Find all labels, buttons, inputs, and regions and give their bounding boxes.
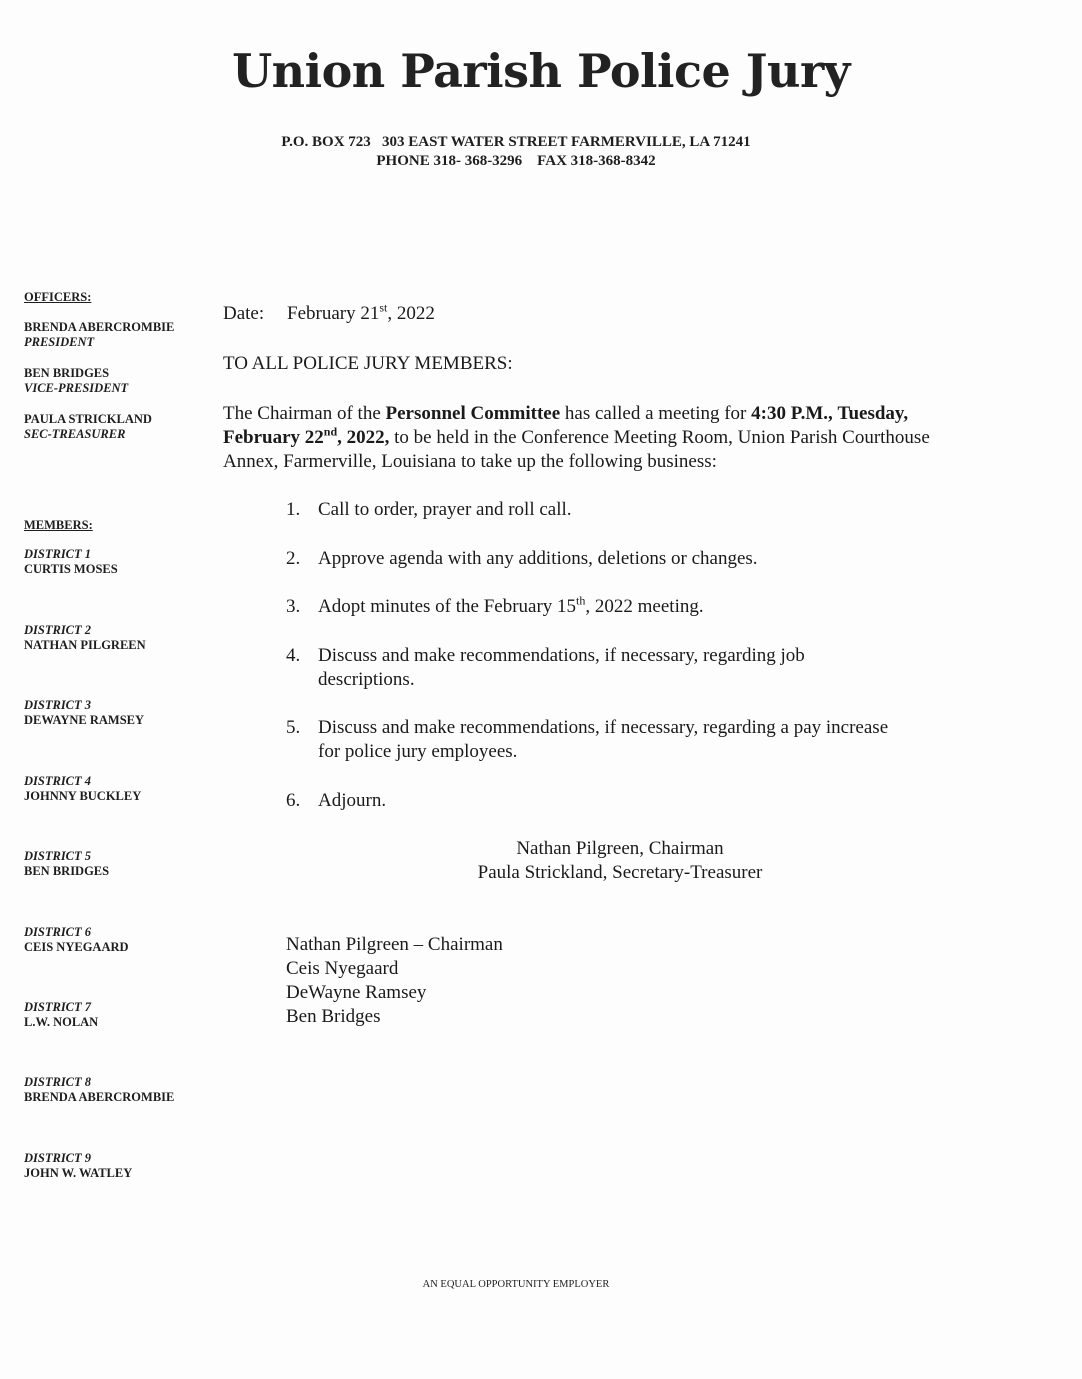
member-district: DISTRICT 5 [24,849,92,863]
agenda-text: Adjourn. [318,790,387,811]
member-entry [24,849,214,879]
agenda-text: Call to order, prayer and roll call. [318,499,572,520]
member-name: CEIS NYEGAARD [24,940,129,954]
intro-paragraph [223,402,963,474]
officer-name: PAULA STRICKLAND [24,412,152,426]
member-entry [24,925,214,955]
agenda-number: 3. [286,596,301,617]
agenda-text [318,595,926,619]
member-district: DISTRICT 9 [24,1151,92,1165]
agenda-item [286,716,926,764]
agenda-number: 1. [286,499,301,520]
member-district: DISTRICT 4 [24,774,92,788]
member-name: L.W. NOLAN [24,1015,99,1029]
member-entry [24,1075,214,1105]
member-name: BEN BRIDGES [24,864,110,878]
member-entry [24,774,214,804]
officer-role: VICE-PRESIDENT [24,381,129,395]
committee-member: Ben Bridges [286,1006,381,1027]
meeting-day-ordinal: nd [323,424,338,439]
officer-entry [24,366,214,396]
agenda-text-part: , 2022 meeting. [585,596,704,617]
member-name: JOHN W. WATLEY [24,1166,133,1180]
salutation: TO ALL POLICE JURY MEMBERS: [223,353,513,374]
member-name: DEWAYNE RAMSEY [24,713,145,727]
committee-name: Personnel Committee [385,403,561,424]
member-district: DISTRICT 1 [24,547,92,561]
member-name: NATHAN PILGREEN [24,638,146,652]
agenda-item [286,547,926,571]
signature-block [380,837,860,885]
member-entry [24,1151,214,1181]
agenda-number: 6. [286,790,301,811]
officer-entry [24,320,214,350]
agenda-text: Discuss and make recommendations, if necessary, regarding job descriptions. [318,645,805,690]
member-district: DISTRICT 7 [24,1000,92,1014]
agenda-number: 2. [286,548,301,569]
date-line [223,300,435,325]
agenda-item [286,644,926,692]
member-district: DISTRICT 6 [24,925,92,939]
member-entry [24,1000,214,1030]
letterhead-phone: PHONE 318- 368-3296 FAX 318-368-8342 [376,153,656,169]
member-entry [24,698,214,728]
officer-role: SEC-TREASURER [24,427,126,441]
date-text: February 21 [287,303,380,324]
committee-member: DeWayne Ramsey [286,982,427,1003]
member-district: DISTRICT 3 [24,698,92,712]
agenda-item [286,498,926,522]
agenda-item [286,595,926,619]
member-district: DISTRICT 8 [24,1075,92,1089]
member-entry [24,547,214,577]
intro-text: to be held in the Conference Meeting Room, Union Parish Courthouse Annex, Farmerville, Louisiana to take up the following business: [223,427,930,472]
intro-text: has called a meeting for [560,403,752,424]
date-ordinal: st [379,300,388,315]
agenda-item [286,789,926,813]
member-name: JOHNNY BUCKLEY [24,789,142,803]
committee-member: Ceis Nyegaard [286,958,399,979]
officer-role: PRESIDENT [24,335,95,349]
agenda-ordinal: th [576,593,586,608]
officer-name: BEN BRIDGES [24,366,110,380]
members-heading: MEMBERS: [24,518,93,532]
member-name: CURTIS MOSES [24,562,118,576]
date-year: , 2022 [387,303,435,324]
agenda-text: Discuss and make recommendations, if necessary, regarding a pay increase for police jury employees. [318,717,889,762]
officer-entry [24,412,214,442]
committee-member: Nathan Pilgreen – Chairman [286,934,503,955]
committee-list [286,933,503,1029]
signature-chairman: Nathan Pilgreen, Chairman [516,838,724,859]
member-district: DISTRICT 2 [24,623,92,637]
intro-text: The Chairman of the [223,403,386,424]
officers-heading: OFFICERS: [24,290,92,304]
meeting-year: , 2022, [337,427,390,448]
letterhead-title: Union Parish Police Jury [232,44,850,98]
member-name: BRENDA ABERCROMBIE [24,1090,175,1104]
footer-eeo: AN EQUAL OPPORTUNITY EMPLOYER [422,1279,610,1290]
meeting-day: Tuesday, February 22 [223,403,909,448]
agenda-text-part: Adopt minutes of the February 15 [318,596,577,617]
date-value [287,300,435,324]
agenda-number: 4. [286,645,301,666]
officer-name: BRENDA ABERCROMBIE [24,320,175,334]
letterhead-address: P.O. BOX 723 303 EAST WATER STREET FARMERVILLE, LA 71241 [281,134,751,150]
meeting-time: 4:30 P.M., [751,403,833,424]
member-entry [24,623,214,653]
agenda-text: Approve agenda with any additions, deletions or changes. [318,548,758,569]
agenda-number: 5. [286,717,301,738]
date-label: Date: [223,303,265,324]
signature-secretary: Paula Strickland, Secretary-Treasurer [477,862,763,883]
